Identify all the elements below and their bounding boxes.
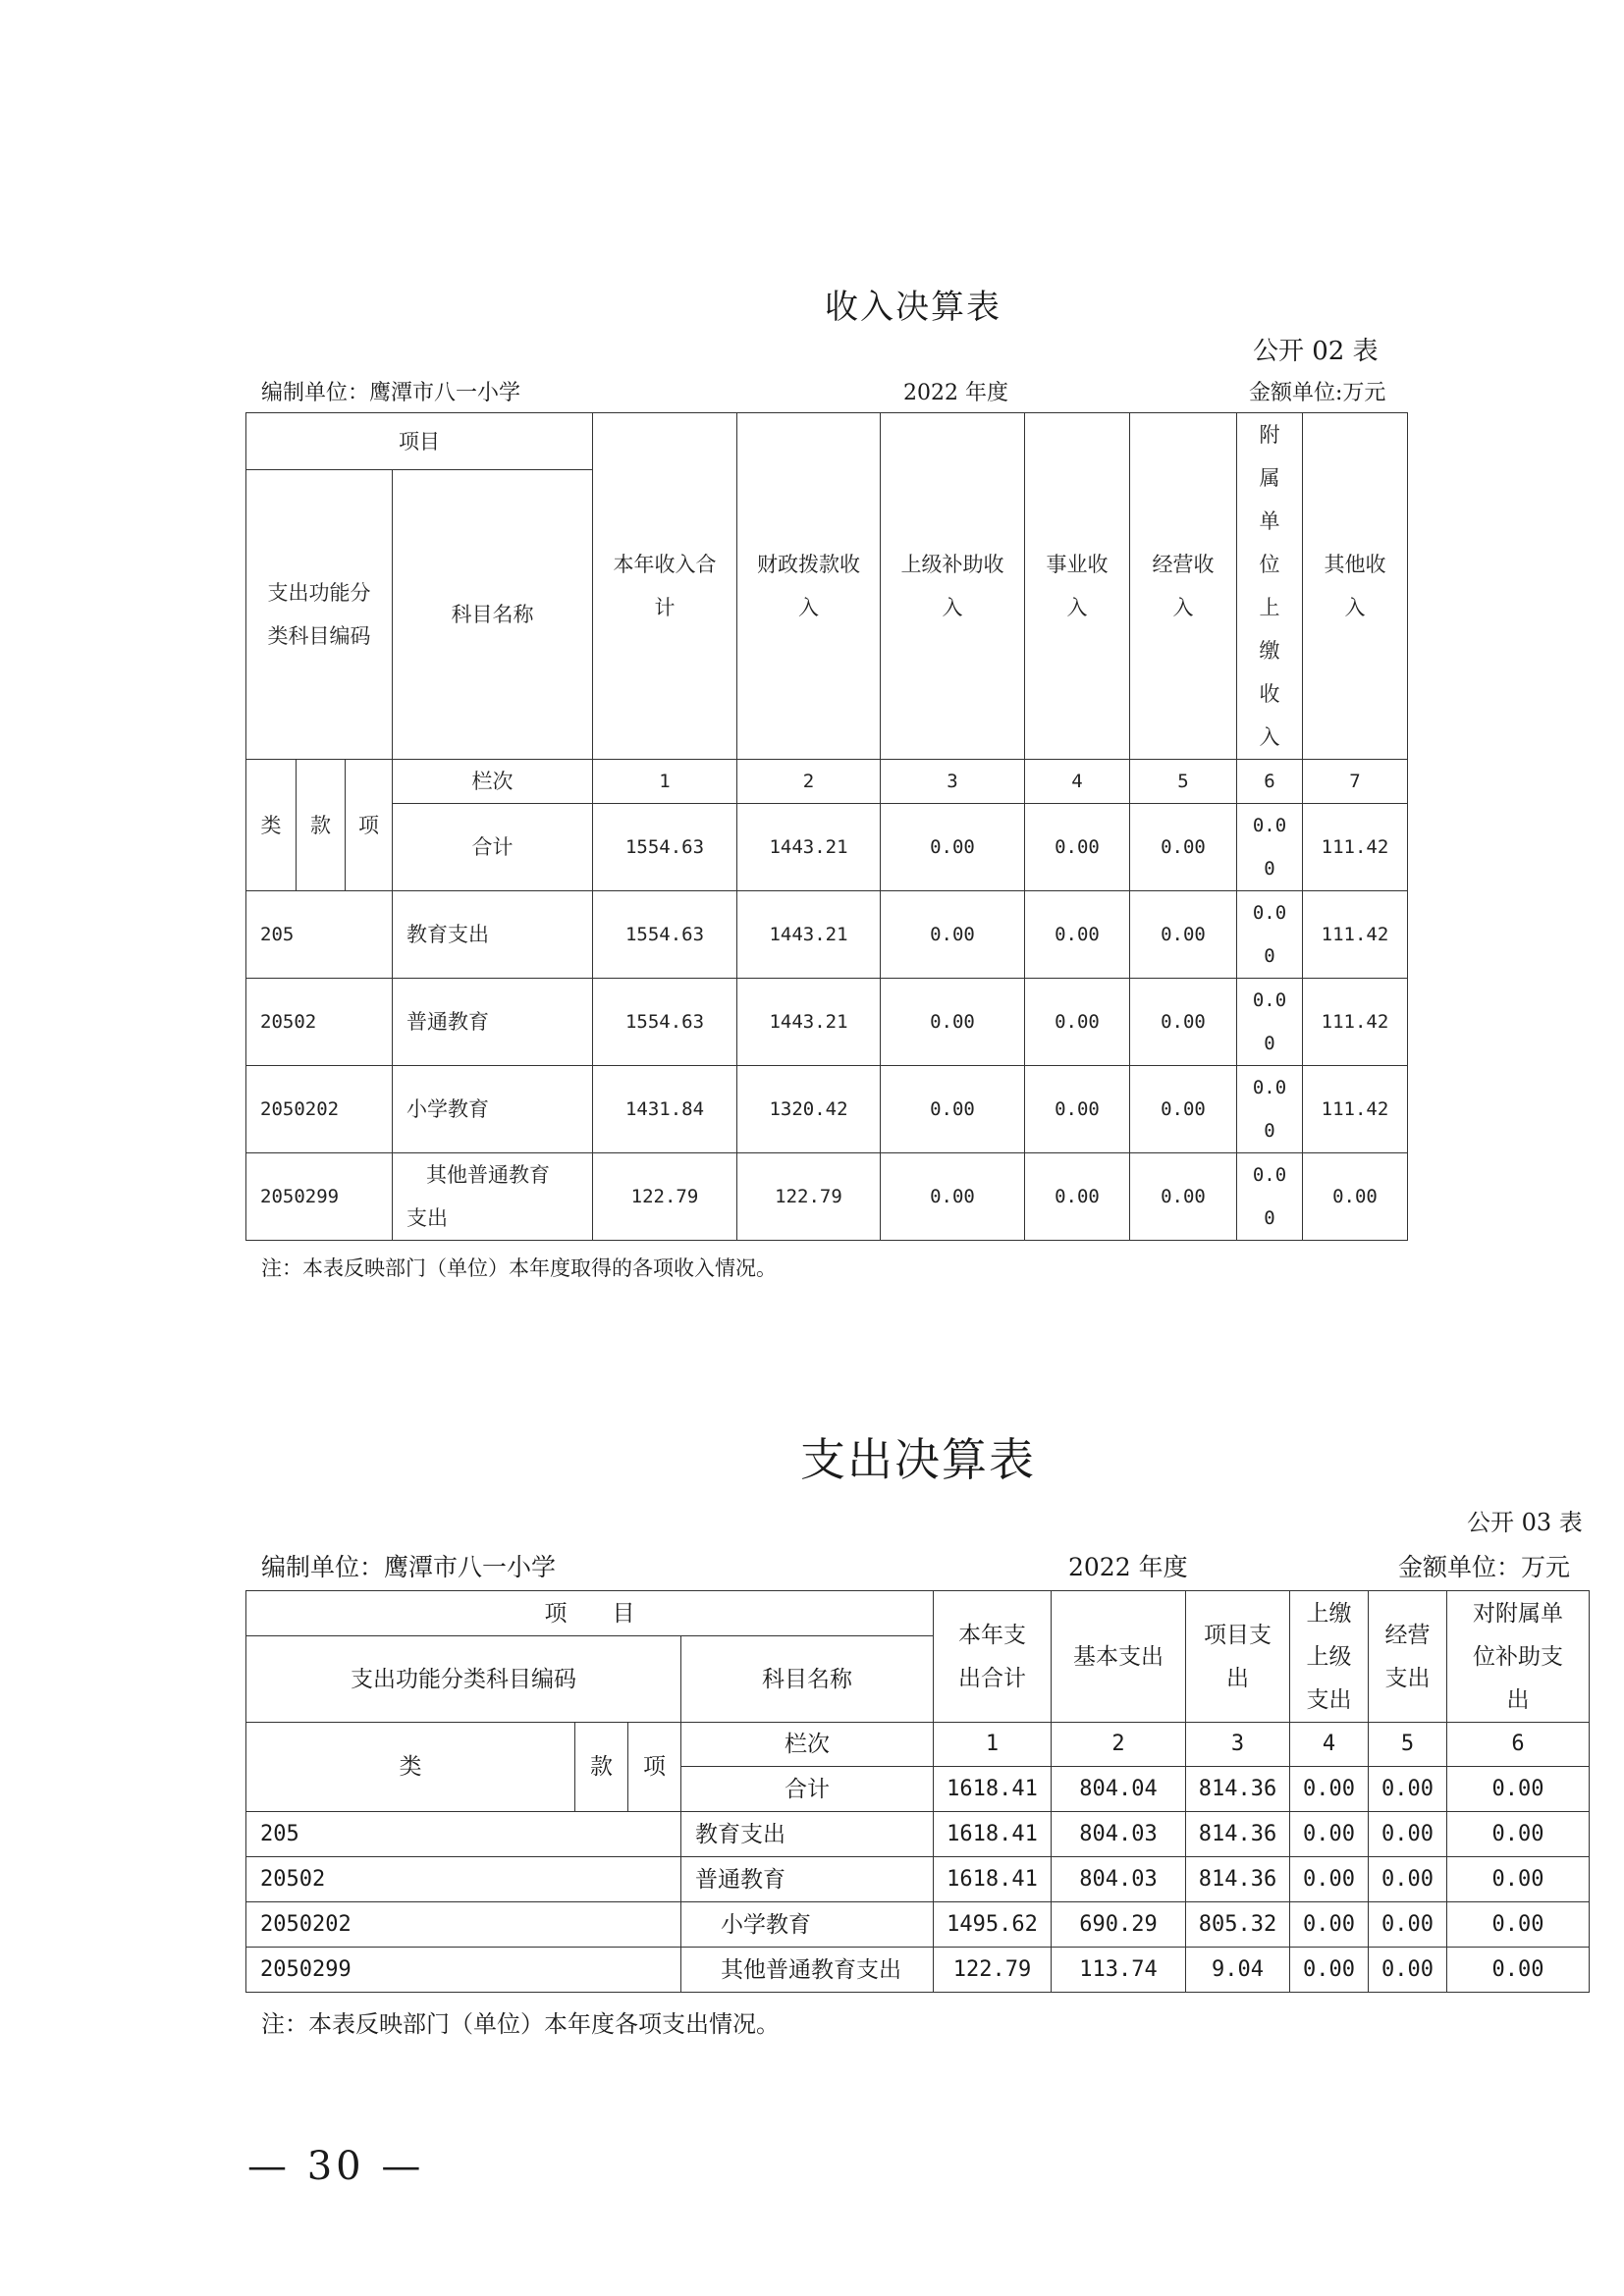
table-cell: 1618.41 [934, 1767, 1052, 1812]
expense-header-operating: 经营 支出 [1369, 1591, 1447, 1723]
expense-header-remit: 上缴 上级 支出 [1290, 1591, 1369, 1723]
table-cell: 0.00 [1025, 1066, 1130, 1153]
income-header-business: 事业收 入 [1025, 413, 1130, 760]
expense-currency: 金额单位：万元 [1398, 1553, 1571, 1581]
table-cell: 122.79 [934, 1948, 1052, 1993]
row-name: 其他普通教育 支出 [393, 1153, 593, 1241]
table-cell: 814.36 [1186, 1767, 1290, 1812]
table-cell: 0.00 [1025, 979, 1130, 1066]
table-cell: 0.00 [1447, 1902, 1590, 1948]
income-col-number: 7 [1303, 760, 1408, 804]
income-lei-label: 类 [246, 760, 297, 891]
expense-header-total: 本年支 出合计 [934, 1591, 1052, 1723]
table-cell: 0.00 [1447, 1948, 1590, 1993]
table-cell: 0.00 [1130, 891, 1237, 979]
table-cell: 0.0 0 [1237, 1066, 1303, 1153]
expense-col-number: 5 [1369, 1723, 1447, 1767]
table-cell: 1495.62 [934, 1902, 1052, 1948]
row-name: 普通教育 [393, 979, 593, 1066]
expense-unit: 编制单位：鹰潭市八一小学 [261, 1553, 557, 1581]
row-name: 教育支出 [393, 891, 593, 979]
table-cell: 805.32 [1186, 1902, 1290, 1948]
table-row [246, 979, 1408, 1066]
row-name: 其他普通教育支出 [681, 1948, 934, 1993]
income-note: 注：本表反映部门（单位）本年度取得的各项收入情况。 [261, 1256, 777, 1280]
table-row [246, 1902, 1590, 1948]
income-col-number: 6 [1237, 760, 1303, 804]
table-cell: 9.04 [1186, 1948, 1290, 1993]
table-cell: 122.79 [737, 1153, 881, 1241]
expense-col-number: 6 [1447, 1723, 1590, 1767]
table-cell: 1618.41 [934, 1812, 1052, 1857]
income-header-affiliated: 附 属 单 位 上 缴 收 入 [1237, 413, 1303, 760]
table-cell: 122.79 [593, 1153, 737, 1241]
income-header-item: 项目 [246, 413, 593, 470]
row-code: 205 [246, 1812, 681, 1857]
expense-header-item: 项 目 [246, 1591, 934, 1636]
table-cell: 1554.63 [593, 979, 737, 1066]
table-cell: 1320.42 [737, 1066, 881, 1153]
income-header-superior: 上级补助收 入 [881, 413, 1025, 760]
expense-header-affiliated: 对附属单 位补助支 出 [1447, 1591, 1590, 1723]
table-cell: 0.00 [1290, 1948, 1369, 1993]
table-cell: 804.04 [1052, 1767, 1186, 1812]
expense-header-basic: 基本支出 [1052, 1591, 1186, 1723]
table-row [246, 891, 1408, 979]
expense-header-code: 支出功能分类科目编码 [246, 1636, 681, 1723]
table-cell: 690.29 [1052, 1902, 1186, 1948]
table-row [246, 1857, 1590, 1902]
table-cell: 0.00 [1369, 1902, 1447, 1948]
table-cell: 814.36 [1186, 1812, 1290, 1857]
expense-lanci-label: 栏次 [681, 1723, 934, 1767]
income-col-number: 2 [737, 760, 881, 804]
row-code: 205 [246, 891, 393, 979]
income-total-label: 合计 [393, 804, 593, 891]
expense-header-name: 科目名称 [681, 1636, 934, 1723]
income-header-fiscal: 财政拨款收 入 [737, 413, 881, 760]
table-row [246, 1812, 1590, 1857]
row-name: 普通教育 [681, 1857, 934, 1902]
table-cell: 0.00 [1025, 891, 1130, 979]
expense-col-number: 4 [1290, 1723, 1369, 1767]
income-col-number: 4 [1025, 760, 1130, 804]
table-cell: 111.42 [1303, 891, 1408, 979]
table-cell: 0.00 [1290, 1767, 1369, 1812]
expense-col-number: 3 [1186, 1723, 1290, 1767]
page-number: — 30 — [247, 2144, 425, 2189]
table-cell: 1554.63 [593, 804, 737, 891]
expense-form-number: 公开 03 表 [1467, 1509, 1583, 1536]
table-cell: 0.00 [881, 804, 1025, 891]
expense-title: 支出决算表 [800, 1433, 1036, 1486]
table-cell: 1431.84 [593, 1066, 737, 1153]
table-cell: 0.00 [881, 891, 1025, 979]
income-unit: 编制单位：鹰潭市八一小学 [261, 381, 521, 405]
row-code: 20502 [246, 979, 393, 1066]
income-header-other: 其他收 入 [1303, 413, 1408, 760]
table-cell: 814.36 [1186, 1857, 1290, 1902]
income-kuan-label: 款 [297, 760, 346, 891]
row-code: 2050202 [246, 1902, 681, 1948]
table-cell: 0.0 0 [1237, 979, 1303, 1066]
table-cell: 111.42 [1303, 1066, 1408, 1153]
expense-col-number: 2 [1052, 1723, 1186, 1767]
row-code: 2050299 [246, 1948, 681, 1993]
income-form-number: 公开 02 表 [1253, 337, 1379, 366]
table-cell: 0.00 [1369, 1857, 1447, 1902]
table-cell: 0.00 [1130, 804, 1237, 891]
table-cell: 0.00 [881, 979, 1025, 1066]
table-cell: 1554.63 [593, 891, 737, 979]
table-cell: 0.00 [1290, 1812, 1369, 1857]
table-cell: 0.00 [1290, 1902, 1369, 1948]
income-xiang-label: 项 [346, 760, 393, 891]
expense-col-number: 1 [934, 1723, 1052, 1767]
income-header-name: 科目名称 [393, 470, 593, 760]
expense-year: 2022 年度 [1068, 1553, 1188, 1581]
income-col-number: 5 [1130, 760, 1237, 804]
income-header-code: 支出功能分 类科目编码 [246, 470, 393, 760]
table-cell: 113.74 [1052, 1948, 1186, 1993]
row-name: 小学教育 [681, 1902, 934, 1948]
income-lanci-label: 栏次 [393, 760, 593, 804]
table-cell: 0.0 0 [1237, 804, 1303, 891]
table-cell: 0.00 [1025, 804, 1130, 891]
table-cell: 804.03 [1052, 1812, 1186, 1857]
table-cell: 1443.21 [737, 891, 881, 979]
table-cell: 0.00 [1447, 1767, 1590, 1812]
income-col-number: 3 [881, 760, 1025, 804]
table-cell: 111.42 [1303, 804, 1408, 891]
row-code: 2050202 [246, 1066, 393, 1153]
row-code: 2050299 [246, 1153, 393, 1241]
table-cell: 0.00 [881, 1153, 1025, 1241]
table-row [246, 1066, 1408, 1153]
income-col-number: 1 [593, 760, 737, 804]
income-year: 2022 年度 [903, 381, 1008, 405]
table-cell: 1618.41 [934, 1857, 1052, 1902]
income-total-row [246, 804, 1408, 891]
table-cell: 804.03 [1052, 1857, 1186, 1902]
table-cell: 0.00 [1369, 1767, 1447, 1812]
table-cell: 111.42 [1303, 979, 1408, 1066]
table-cell: 0.00 [1130, 979, 1237, 1066]
row-code: 20502 [246, 1857, 681, 1902]
table-cell: 1443.21 [737, 804, 881, 891]
table-cell: 0.00 [1290, 1857, 1369, 1902]
table-cell: 0.00 [1447, 1812, 1590, 1857]
expense-header-project: 项目支 出 [1186, 1591, 1290, 1723]
table-cell: 0.00 [1369, 1812, 1447, 1857]
table-cell: 0.00 [1025, 1153, 1130, 1241]
table-cell: 0.0 0 [1237, 1153, 1303, 1241]
table-cell: 0.00 [881, 1066, 1025, 1153]
table-cell: 0.00 [1447, 1857, 1590, 1902]
income-table [245, 412, 1408, 1241]
table-cell: 0.00 [1130, 1153, 1237, 1241]
table-cell: 1443.21 [737, 979, 881, 1066]
table-row [246, 1948, 1590, 1993]
income-header-operating: 经营收 入 [1130, 413, 1237, 760]
row-name: 小学教育 [393, 1066, 593, 1153]
expense-lei-label: 类 [246, 1723, 575, 1812]
table-row [246, 1153, 1408, 1241]
income-title: 收入决算表 [825, 288, 1001, 327]
income-header-total: 本年收入合 计 [593, 413, 737, 760]
expense-kuan-label: 款 [575, 1723, 628, 1812]
table-cell: 0.00 [1303, 1153, 1408, 1241]
income-currency: 金额单位:万元 [1249, 381, 1386, 405]
expense-note: 注：本表反映部门（单位）本年度各项支出情况。 [261, 2010, 780, 2038]
expense-total-label: 合计 [681, 1767, 934, 1812]
table-cell: 0.00 [1369, 1948, 1447, 1993]
row-name: 教育支出 [681, 1812, 934, 1857]
expense-xiang-label: 项 [628, 1723, 681, 1812]
table-cell: 0.0 0 [1237, 891, 1303, 979]
expense-table [245, 1590, 1590, 1993]
table-cell: 0.00 [1130, 1066, 1237, 1153]
